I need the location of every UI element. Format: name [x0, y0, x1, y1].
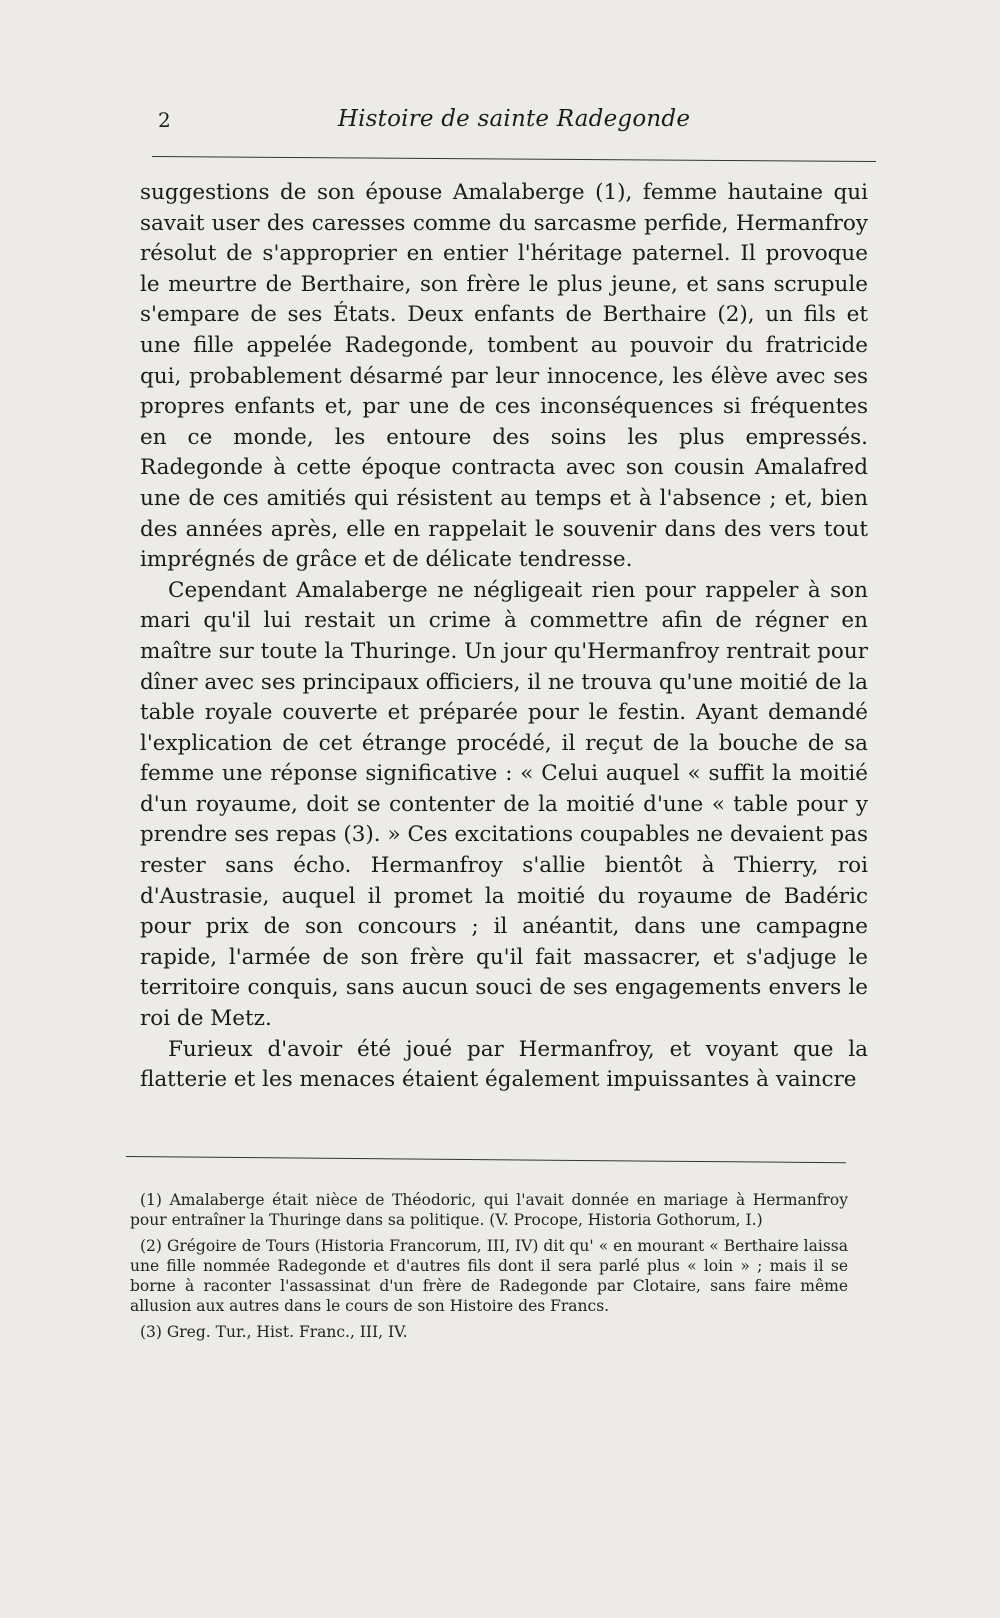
running-title: Histoire de sainte Radegonde: [337, 106, 691, 132]
running-head: [152, 106, 876, 146]
paragraph-2: Cependant Amalaberge ne négligeait rien pour rappeler à son mari qu'il lui restait un crime à commettre afin de régner en maître sur toute la Thuringe. Un jour qu'Hermanfroy rentrait pour dîner avec ses principaux officiers, il ne trouva qu'une moitié de la table royale couverte et préparée pour le festin. Ayant demandé l'explication de cet étrange procédé, il reçut de la bouche de sa femme une réponse significative : « Celui auquel « suffit la moitié d'un royaume, doit se contenter de la moitié d'une « table pour y prendre ses repas (3). » Ces excitations coupables ne devaient pas rester sans écho. Hermanfroy s'allie bientôt à Thierry, roi d'Austrasie, auquel il promet la moitié du royaume de Badéric pour prix de son concours ; il anéantit, dans une campagne rapide, l'armée de son frère qu'il fait massacrer, et s'adjuge le territoire conquis, sans aucun souci de ses engagements envers le roi de Metz.: [140, 577, 868, 1032]
footnote-1: (1) Amalaberge était nièce de Théodoric, qui l'avait donnée en mariage à Hermanfroy pour entraîner la Thuringe dans sa politique. (V. Procope, Historia Gothorum, I.): [130, 1191, 848, 1229]
page-number: 2: [158, 108, 171, 132]
paragraph-1: suggestions de son épouse Amalaberge (1), femme hautaine qui savait user des caresses comme du sarcasme perfide, Hermanfroy résolut de s'approprier en entier l'héritage paternel. Il provoque le meurtre de Berthaire, son frère le plus jeune, et sans scrupule s'empare de ses États. Deux enfants de Berthaire (2), un fils et une fille appelée Radegonde, tombent au pouvoir du fratricide qui, probablement désarmé par leur innocence, les élève avec ses propres enfants et, par une de ces inconséquences si fréquentes en ce monde, les entoure des soins les plus empressés. Radegonde à cette époque contracta avec son cousin Amalafred une de ces amitiés qui résistent au temps et à l'absence ; et, bien des années après, elle en rappelait le souvenir dans des vers tout imprégnés de grâce et de délicate tendresse.: [140, 180, 868, 573]
footnotes: [130, 1190, 848, 1348]
header-rule: [152, 156, 876, 162]
footnote-3: (3) Greg. Tur., Hist. Franc., III, IV.: [140, 1323, 408, 1341]
footnote-2: (2) Grégoire de Tours (Historia Francorum, III, IV) dit qu' « en mourant « Berthaire laissa une fille nommée Radegonde et d'autres fils dont il sera parlé plus « loin » ; mais il se borne à raconter l'assassinat d'un frère de Radegonde par Clotaire, sans faire même allusion aux autres dans le cours de son Histoire des Francs.: [130, 1237, 848, 1315]
paragraph-3: Furieux d'avoir été joué par Hermanfroy, et voyant que la flatterie et les menaces étaient également impuissantes à vaincre: [140, 1036, 868, 1093]
footnote-rule: [126, 1156, 846, 1163]
main-text: [140, 178, 868, 1096]
